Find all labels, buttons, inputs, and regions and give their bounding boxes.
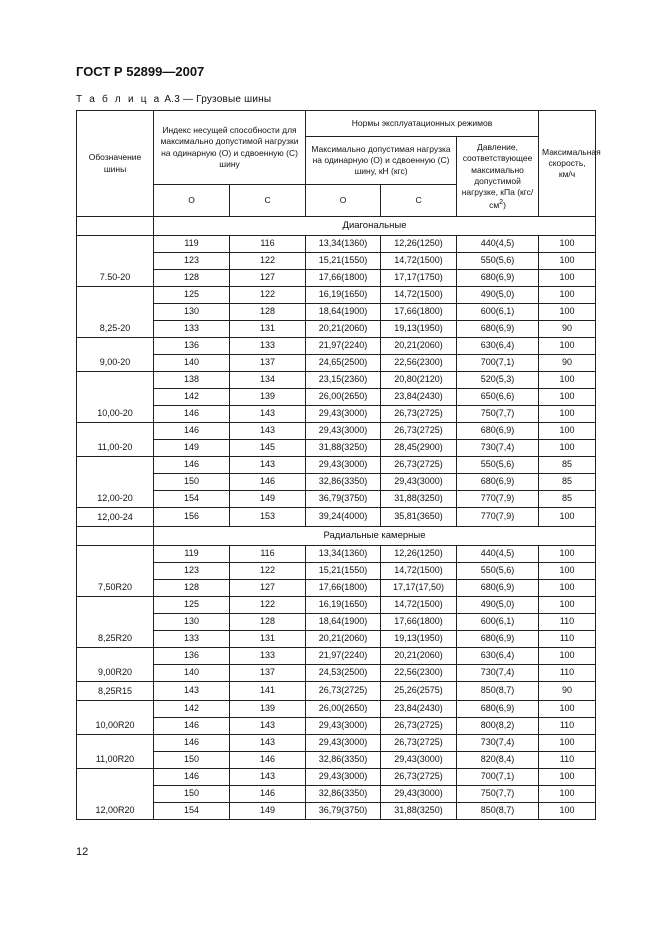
load-o-cell: 16,19(1650) [306,597,381,614]
load-c-cell: 29,43(3000) [381,786,457,803]
max-speed-cell: 100 [539,769,596,786]
max-speed-cell: 100 [539,287,596,304]
index-o-cell: 143 [154,682,230,701]
load-c-cell: 19,13(1950) [381,631,457,648]
index-c-cell: 128 [230,614,306,631]
table-row [77,389,596,406]
load-o-cell: 36,79(3750) [306,491,381,508]
index-o-cell: 146 [154,423,230,440]
index-c-cell: 127 [230,580,306,597]
pressure-cell: 680(6,9) [457,631,539,648]
max-speed-cell: 100 [539,423,596,440]
max-speed-cell: 100 [539,372,596,389]
index-o-cell: 133 [154,631,230,648]
pressure-cell: 680(6,9) [457,580,539,597]
tire-size-cell: 12,00-20 [77,457,154,508]
max-speed-cell: 110 [539,752,596,769]
max-speed-cell: 85 [539,457,596,474]
load-o-cell: 13,34(1360) [306,236,381,253]
table-row [77,614,596,631]
max-speed-cell: 100 [539,701,596,718]
load-c-cell: 14,72(1500) [381,287,457,304]
index-o-cell: 133 [154,321,230,338]
load-o-cell: 21,97(2240) [306,648,381,665]
index-o-cell: 119 [154,546,230,563]
table-row [77,546,596,563]
max-speed-cell: 100 [539,338,596,355]
load-c-cell: 26,73(2725) [381,769,457,786]
load-o-cell: 20,21(2060) [306,321,381,338]
load-c-cell: 26,73(2725) [381,718,457,735]
index-c-cell: 122 [230,253,306,270]
index-o-cell: 123 [154,563,230,580]
load-o-cell: 16,19(1650) [306,287,381,304]
load-c-cell: 26,73(2725) [381,406,457,423]
table-row [77,236,596,253]
pressure-cell: 770(7,9) [457,508,539,527]
load-c-cell: 20,21(2060) [381,338,457,355]
pressure-cell: 680(6,9) [457,701,539,718]
max-speed-cell: 100 [539,253,596,270]
load-o-cell: 15,21(1550) [306,253,381,270]
table-row [77,474,596,491]
pressure-cell: 700(7,1) [457,355,539,372]
pressure-cell: 520(5,3) [457,372,539,389]
pressure-cell: 550(5,6) [457,253,539,270]
pressure-cell: 630(6,4) [457,338,539,355]
index-o-cell: 136 [154,648,230,665]
index-c-cell: 116 [230,546,306,563]
tire-size-cell: 10,00R20 [77,701,154,735]
tire-size-cell: 7,50R20 [77,546,154,597]
load-c-cell: 12,26(1250) [381,236,457,253]
header-load-o: О [306,185,381,217]
load-c-cell: 22,56(2300) [381,665,457,682]
index-c-cell: 116 [230,236,306,253]
pressure-cell: 730(7,4) [457,665,539,682]
index-o-cell: 125 [154,597,230,614]
index-c-cell: 137 [230,665,306,682]
max-speed-cell: 100 [539,508,596,527]
index-c-cell: 143 [230,769,306,786]
max-speed-cell: 85 [539,491,596,508]
page-number: 12 [76,846,89,858]
tire-size-cell: 8,25R15 [77,682,154,701]
index-c-cell: 137 [230,355,306,372]
load-o-cell: 29,43(3000) [306,769,381,786]
pressure-cell: 680(6,9) [457,423,539,440]
pressure-cell: 800(8,2) [457,718,539,735]
header-designation: Обозначение шины [77,111,154,217]
tire-size-cell: 8,25-20 [77,287,154,338]
table-row [77,355,596,372]
load-o-cell: 13,34(1360) [306,546,381,563]
load-c-cell: 12,26(1250) [381,546,457,563]
table-row [77,270,596,287]
load-o-cell: 29,43(3000) [306,457,381,474]
index-o-cell: 140 [154,665,230,682]
max-speed-cell: 100 [539,803,596,820]
load-c-cell: 26,73(2725) [381,735,457,752]
max-speed-cell: 100 [539,304,596,321]
load-c-cell: 20,80(2120) [381,372,457,389]
max-speed-cell: 90 [539,355,596,372]
load-c-cell: 14,72(1500) [381,253,457,270]
load-c-cell: 26,73(2725) [381,423,457,440]
index-o-cell: 146 [154,769,230,786]
load-o-cell: 39,24(4000) [306,508,381,527]
tire-size-cell: 12,00R20 [77,769,154,820]
table-row [77,304,596,321]
table-row [77,580,596,597]
index-o-cell: 146 [154,735,230,752]
load-o-cell: 18,64(1900) [306,304,381,321]
pressure-cell: 850(8,7) [457,682,539,701]
table-row [77,287,596,304]
index-c-cell: 139 [230,389,306,406]
index-c-cell: 128 [230,304,306,321]
index-o-cell: 154 [154,491,230,508]
max-speed-cell: 100 [539,546,596,563]
table-row [77,372,596,389]
load-c-cell: 29,43(3000) [381,474,457,491]
max-speed-cell: 90 [539,321,596,338]
header-max-load: Максимально допустимая нагрузка на одинарную (О) и сдвоенную (С) шину, кН (кгс) [306,137,457,185]
load-c-cell: 23,84(2430) [381,701,457,718]
index-o-cell: 142 [154,389,230,406]
pressure-cell: 680(6,9) [457,270,539,287]
max-speed-cell: 100 [539,440,596,457]
header-pressure [457,137,539,217]
index-o-cell: 154 [154,803,230,820]
load-c-cell: 17,66(1800) [381,614,457,631]
index-c-cell: 143 [230,735,306,752]
index-o-cell: 136 [154,338,230,355]
index-o-cell: 140 [154,355,230,372]
load-c-cell: 17,17(17,50) [381,580,457,597]
pressure-cell: 680(6,9) [457,474,539,491]
index-o-cell: 146 [154,718,230,735]
load-c-cell: 23,84(2430) [381,389,457,406]
tire-size-cell: 11,00-20 [77,423,154,457]
max-speed-cell: 100 [539,648,596,665]
pressure-cell: 600(6,1) [457,304,539,321]
index-c-cell: 146 [230,474,306,491]
pressure-cell: 730(7,4) [457,440,539,457]
load-o-cell: 23,15(2360) [306,372,381,389]
max-speed-cell: 100 [539,580,596,597]
load-o-cell: 32,86(3350) [306,474,381,491]
index-o-cell: 146 [154,457,230,474]
load-c-cell: 14,72(1500) [381,563,457,580]
load-c-cell: 17,17(1750) [381,270,457,287]
table-row [77,406,596,423]
index-o-cell: 125 [154,287,230,304]
pressure-cell: 490(5,0) [457,287,539,304]
load-o-cell: 32,86(3350) [306,786,381,803]
pressure-cell: 550(5,6) [457,563,539,580]
table-row [77,752,596,769]
blank-cell [77,217,154,236]
header-load-index: Индекс несущей способности для максимально допустимой нагрузки на одинарную (О) и сдвоенную (С) шину [154,111,306,185]
index-c-cell: 133 [230,648,306,665]
pressure-cell: 630(6,4) [457,648,539,665]
load-o-cell: 29,43(3000) [306,718,381,735]
table-row [77,491,596,508]
max-speed-cell: 100 [539,597,596,614]
table-row [77,786,596,803]
load-c-cell: 14,72(1500) [381,597,457,614]
header-pressure-sup: 2 [499,197,504,206]
index-o-cell: 128 [154,580,230,597]
section-title: Радиальные камерные [154,527,596,546]
document-title: ГОСТ Р 52899—2007 [76,64,205,79]
max-speed-cell: 100 [539,406,596,423]
load-c-cell: 26,73(2725) [381,457,457,474]
max-speed-cell: 90 [539,682,596,701]
index-c-cell: 134 [230,372,306,389]
table-row [77,253,596,270]
table-row [77,803,596,820]
index-c-cell: 131 [230,631,306,648]
table-row [77,682,596,701]
load-o-cell: 24,53(2500) [306,665,381,682]
load-c-cell: 35,81(3650) [381,508,457,527]
load-o-cell: 29,43(3000) [306,423,381,440]
max-speed-cell: 100 [539,236,596,253]
table-row [77,338,596,355]
load-o-cell: 32,86(3350) [306,752,381,769]
pressure-cell: 770(7,9) [457,491,539,508]
table-row [77,457,596,474]
pressure-cell: 600(6,1) [457,614,539,631]
tire-table [76,110,601,820]
index-o-cell: 146 [154,406,230,423]
index-o-cell: 130 [154,304,230,321]
tire-size-cell: 7.50-20 [77,236,154,287]
tire-size-cell: 9,00-20 [77,338,154,372]
index-c-cell: 133 [230,338,306,355]
index-c-cell: 139 [230,701,306,718]
max-speed-cell: 100 [539,270,596,287]
index-c-cell: 131 [230,321,306,338]
index-o-cell: 123 [154,253,230,270]
load-o-cell: 18,64(1900) [306,614,381,631]
load-o-cell: 29,43(3000) [306,735,381,752]
pressure-cell: 700(7,1) [457,769,539,786]
table-caption [76,94,271,105]
header-norms: Нормы эксплуатационных режимов [306,111,539,137]
index-o-cell: 142 [154,701,230,718]
pressure-cell: 750(7,7) [457,406,539,423]
load-o-cell: 26,00(2650) [306,389,381,406]
max-speed-cell: 100 [539,786,596,803]
max-speed-cell: 110 [539,614,596,631]
header-pressure-text: Давление, соответствующее максимально допустимой нагрузке, кПа (кгс/см [461,142,534,210]
load-o-cell: 15,21(1550) [306,563,381,580]
index-o-cell: 128 [154,270,230,287]
load-c-cell: 31,88(3250) [381,803,457,820]
index-c-cell: 127 [230,270,306,287]
blank-cell [77,527,154,546]
tire-size-cell: 9,00R20 [77,648,154,682]
pressure-cell: 440(4,5) [457,546,539,563]
pressure-cell: 650(6,6) [457,389,539,406]
header-max-speed: Максимальная скорость, км/ч [539,111,596,217]
index-o-cell: 150 [154,752,230,769]
index-o-cell: 119 [154,236,230,253]
header-load-c: С [381,185,457,217]
index-c-cell: 146 [230,752,306,769]
table-caption-prefix: Т а б л и ц а [76,94,162,105]
load-o-cell: 24,65(2500) [306,355,381,372]
table-row [77,718,596,735]
load-c-cell: 28,45(2900) [381,440,457,457]
index-c-cell: 122 [230,597,306,614]
pressure-cell: 490(5,0) [457,597,539,614]
load-c-cell: 17,66(1800) [381,304,457,321]
pressure-cell: 440(4,5) [457,236,539,253]
table-row [77,648,596,665]
header-index-c: С [230,185,306,217]
index-c-cell: 122 [230,563,306,580]
table-body [77,217,596,820]
table-row [77,597,596,614]
index-c-cell: 143 [230,457,306,474]
table-row [77,735,596,752]
index-c-cell: 146 [230,786,306,803]
table-row [77,701,596,718]
table-row [77,423,596,440]
table-row [77,508,596,527]
load-o-cell: 21,97(2240) [306,338,381,355]
pressure-cell: 750(7,7) [457,786,539,803]
load-o-cell: 26,00(2650) [306,701,381,718]
table-row [77,563,596,580]
load-o-cell: 17,66(1800) [306,580,381,597]
index-c-cell: 149 [230,491,306,508]
table-row [77,769,596,786]
pressure-cell: 730(7,4) [457,735,539,752]
max-speed-cell: 110 [539,631,596,648]
tire-size-cell: 10,00-20 [77,372,154,423]
max-speed-cell: 100 [539,389,596,406]
max-speed-cell: 110 [539,665,596,682]
tire-size-cell: 8,25R20 [77,597,154,648]
load-c-cell: 22,56(2300) [381,355,457,372]
index-o-cell: 150 [154,474,230,491]
index-o-cell: 150 [154,786,230,803]
index-c-cell: 122 [230,287,306,304]
load-c-cell: 25,26(2575) [381,682,457,701]
section-row [77,527,596,546]
table-row [77,665,596,682]
max-speed-cell: 100 [539,735,596,752]
load-c-cell: 20,21(2060) [381,648,457,665]
load-o-cell: 20,21(2060) [306,631,381,648]
index-o-cell: 149 [154,440,230,457]
index-o-cell: 138 [154,372,230,389]
tire-size-cell: 12,00-24 [77,508,154,527]
load-c-cell: 19,13(1950) [381,321,457,338]
index-c-cell: 153 [230,508,306,527]
table-row [77,631,596,648]
section-row [77,217,596,236]
index-c-cell: 143 [230,718,306,735]
index-c-cell: 149 [230,803,306,820]
index-c-cell: 141 [230,682,306,701]
load-o-cell: 17,66(1800) [306,270,381,287]
tire-size-cell: 11,00R20 [77,735,154,769]
load-o-cell: 29,43(3000) [306,406,381,423]
pressure-cell: 850(8,7) [457,803,539,820]
max-speed-cell: 85 [539,474,596,491]
index-c-cell: 143 [230,406,306,423]
index-o-cell: 130 [154,614,230,631]
load-o-cell: 36,79(3750) [306,803,381,820]
index-c-cell: 145 [230,440,306,457]
pressure-cell: 820(8,4) [457,752,539,769]
load-o-cell: 26,73(2725) [306,682,381,701]
index-c-cell: 143 [230,423,306,440]
table-caption-text: А.3 — Грузовые шины [161,94,272,105]
pressure-cell: 680(6,9) [457,321,539,338]
load-c-cell: 29,43(3000) [381,752,457,769]
header-index-o: О [154,185,230,217]
section-title: Диагональные [154,217,596,236]
header-pressure-end: ) [503,199,506,210]
load-c-cell: 31,88(3250) [381,491,457,508]
table-row [77,321,596,338]
table-row [77,440,596,457]
load-o-cell: 31,88(3250) [306,440,381,457]
pressure-cell: 550(5,6) [457,457,539,474]
index-o-cell: 156 [154,508,230,527]
max-speed-cell: 100 [539,563,596,580]
max-speed-cell: 110 [539,718,596,735]
